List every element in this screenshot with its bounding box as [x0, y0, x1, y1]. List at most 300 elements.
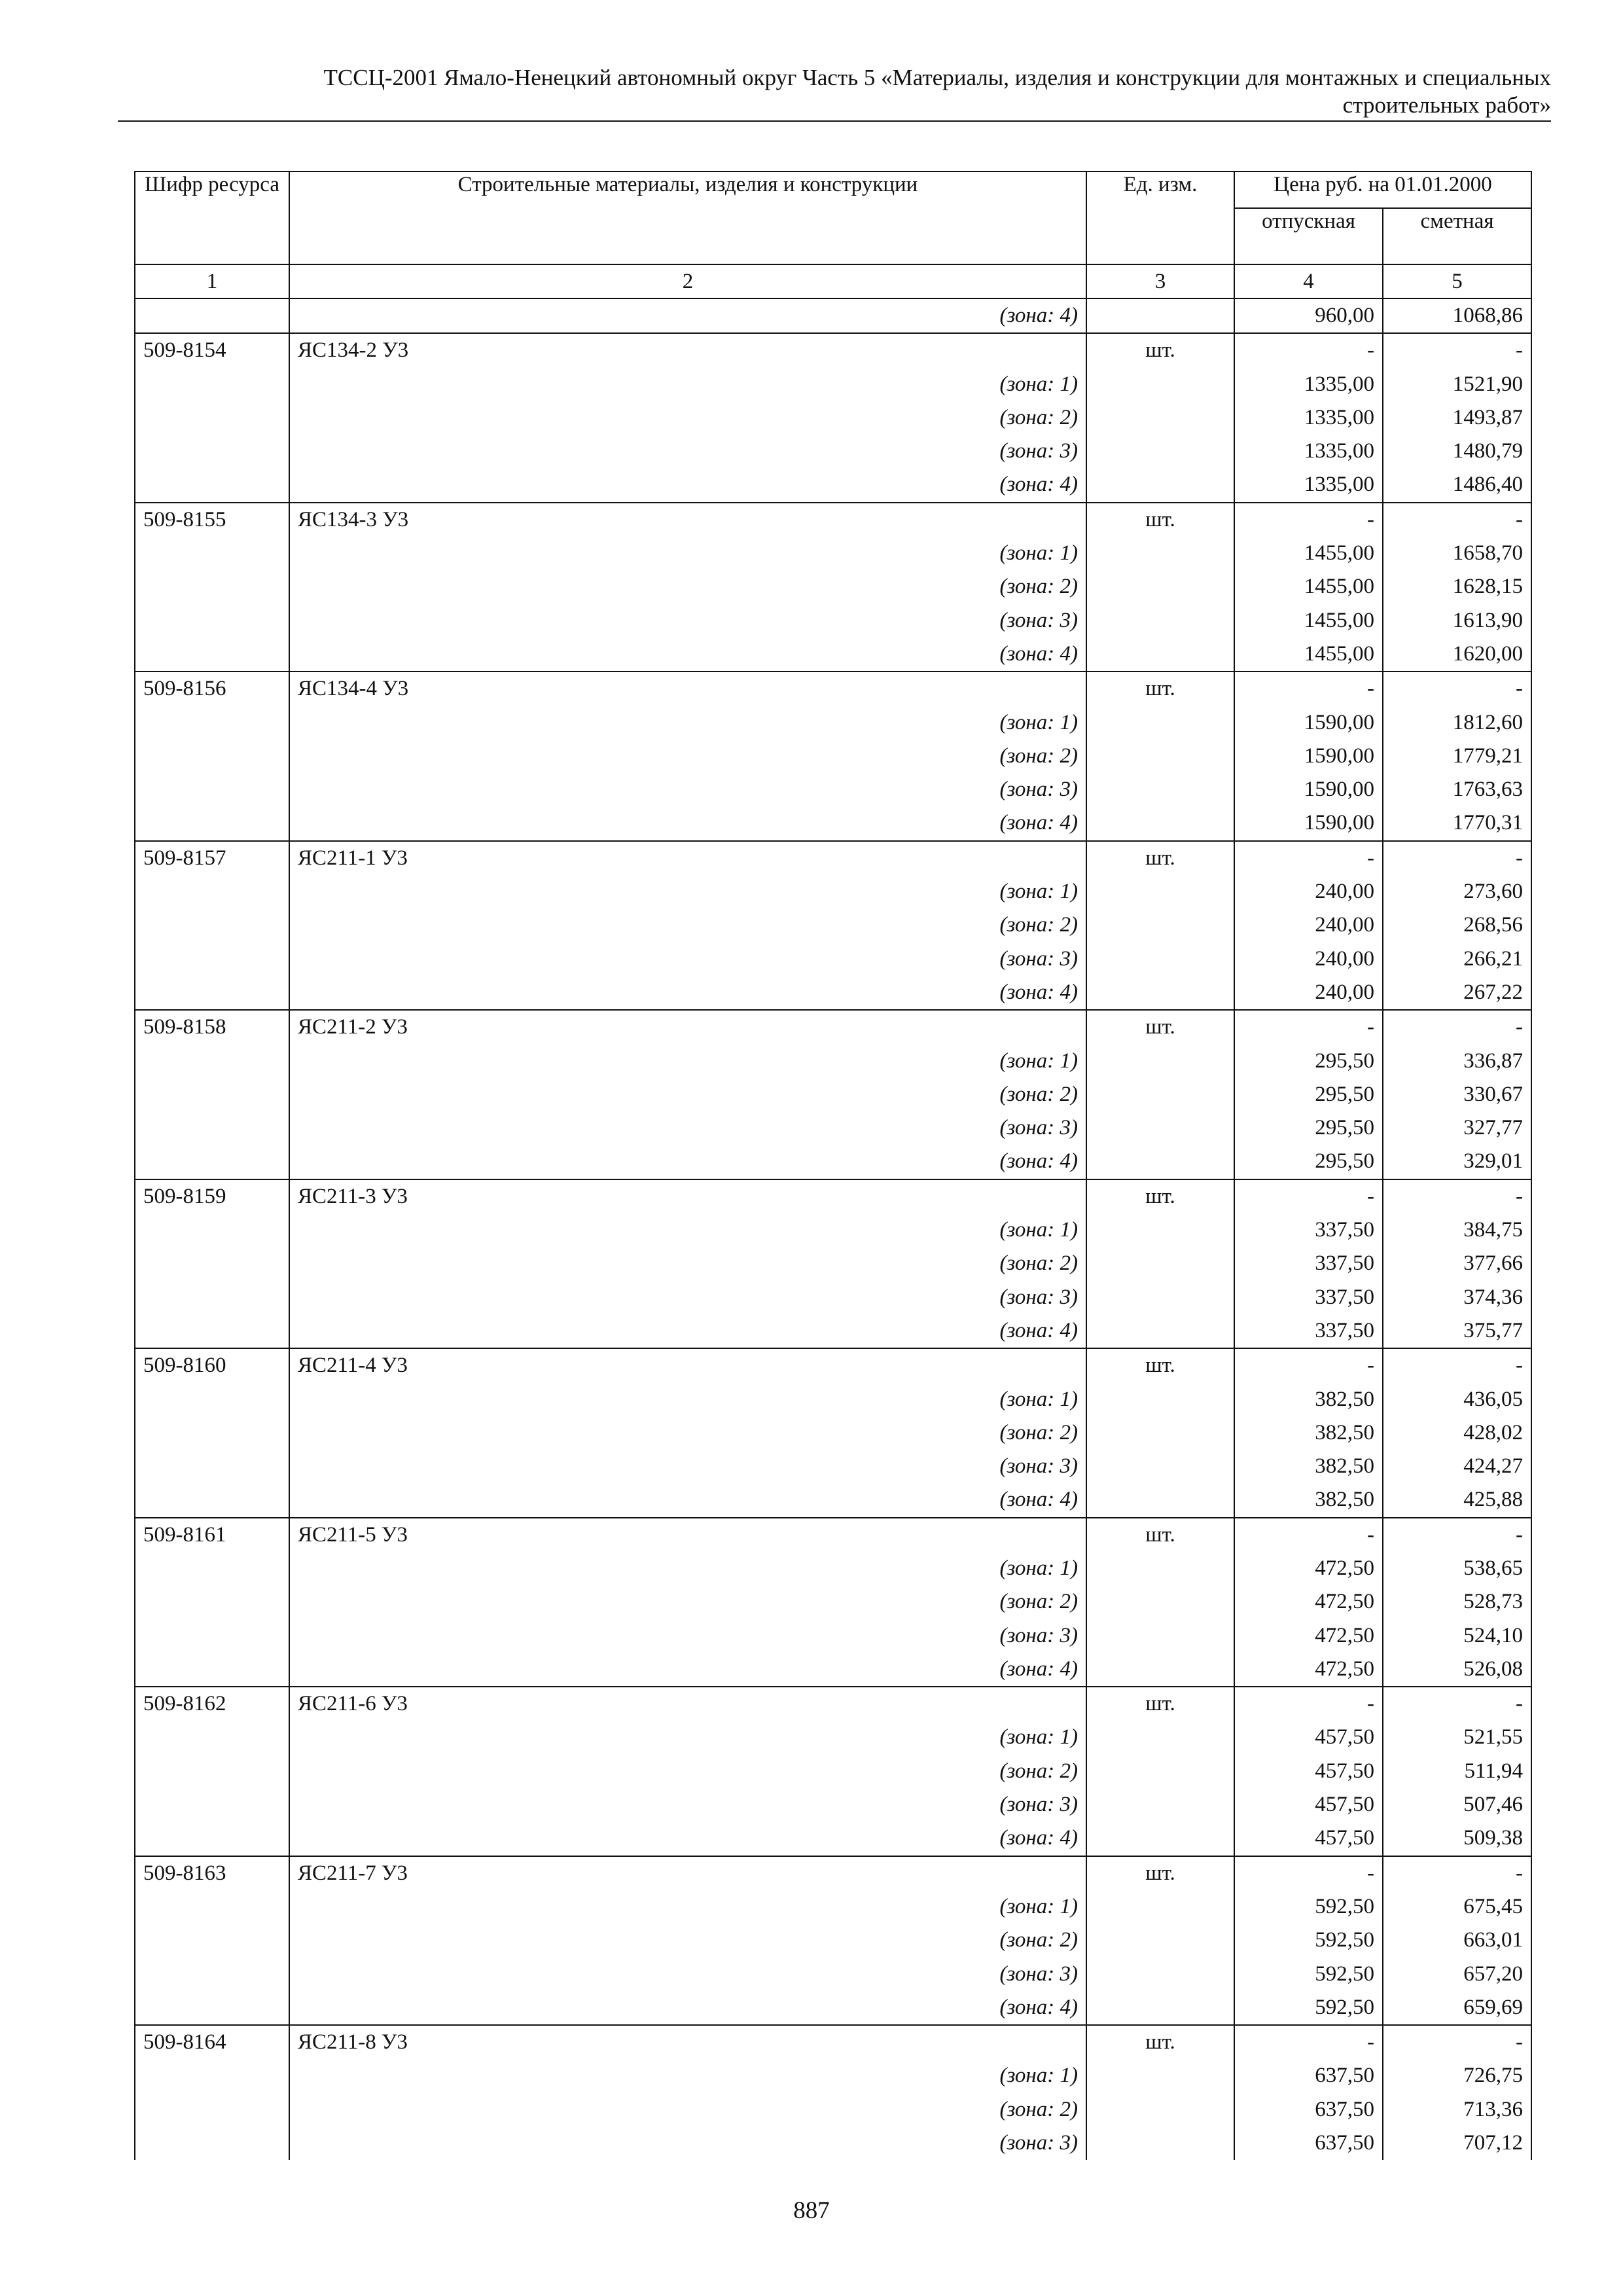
zone-row — [135, 740, 1531, 773]
resource-code — [135, 1483, 289, 1517]
release-price: 592,50 — [1234, 1890, 1383, 1924]
zone-label: (зона: 1) — [289, 368, 1086, 401]
estimate-price: - — [1383, 1179, 1531, 1213]
zone-label: (зона: 2) — [289, 1924, 1086, 1957]
resource-name: ЯС134-3 У3 — [289, 503, 1086, 537]
zone-label: (зона: 4) — [289, 1991, 1086, 2025]
release-price: 592,50 — [1234, 1924, 1383, 1957]
estimate-price: 1779,21 — [1383, 740, 1531, 773]
unit-cell — [1086, 1078, 1234, 1111]
unit-cell — [1086, 1145, 1234, 1179]
estimate-price: - — [1383, 1856, 1531, 1890]
table-row — [135, 1010, 1531, 1044]
zone-row — [135, 1924, 1531, 1957]
zone-row — [135, 1416, 1531, 1450]
unit-cell — [1086, 1416, 1234, 1450]
zone-row — [135, 1111, 1531, 1145]
unit-cell — [1086, 2093, 1234, 2126]
table-row — [135, 1348, 1531, 1382]
zone-label: (зона: 3) — [289, 435, 1086, 468]
release-price: 592,50 — [1234, 1958, 1383, 1991]
unit-cell — [1086, 2126, 1234, 2160]
resource-name: ЯС211-1 У3 — [289, 841, 1086, 875]
zone-label: (зона: 2) — [289, 908, 1086, 942]
zone-label: (зона: 4) — [289, 1653, 1086, 1687]
release-price: - — [1234, 333, 1383, 367]
release-price: - — [1234, 1179, 1383, 1213]
release-price: - — [1234, 1010, 1383, 1044]
estimate-price: 377,66 — [1383, 1247, 1531, 1280]
unit-cell: шт. — [1086, 333, 1234, 367]
resource-code: 509-8163 — [135, 1856, 289, 1890]
table-row — [135, 1179, 1531, 1213]
release-price: - — [1234, 1687, 1383, 1721]
resource-code — [135, 1788, 289, 1821]
release-price: 637,50 — [1234, 2093, 1383, 2126]
col-header-price: Цена руб. на 01.01.2000 — [1234, 171, 1531, 208]
resource-code — [135, 1450, 289, 1483]
estimate-price: 707,12 — [1383, 2126, 1531, 2160]
zone-row — [135, 1281, 1531, 1314]
zone-label: (зона: 3) — [289, 1619, 1086, 1653]
unit-cell — [1086, 1111, 1234, 1145]
estimate-price: 1480,79 — [1383, 435, 1531, 468]
zone-row — [135, 368, 1531, 401]
release-price: 1590,00 — [1234, 773, 1383, 806]
release-price: 295,50 — [1234, 1111, 1383, 1145]
col-number: 5 — [1383, 264, 1531, 298]
resource-code: 509-8155 — [135, 503, 289, 537]
resource-code — [135, 298, 289, 333]
unit-cell — [1086, 1788, 1234, 1821]
zone-label: (зона: 4) — [289, 637, 1086, 672]
estimate-price: 1812,60 — [1383, 706, 1531, 740]
resource-name: ЯС211-5 У3 — [289, 1518, 1086, 1552]
unit-cell — [1086, 1450, 1234, 1483]
estimate-price: 424,27 — [1383, 1450, 1531, 1483]
unit-cell — [1086, 637, 1234, 672]
release-price: 637,50 — [1234, 2059, 1383, 2092]
unit-cell — [1086, 435, 1234, 468]
release-price: 337,50 — [1234, 1281, 1383, 1314]
resource-code — [135, 1958, 289, 1991]
release-price: 1335,00 — [1234, 435, 1383, 468]
zone-row — [135, 1450, 1531, 1483]
resource-code — [135, 570, 289, 603]
zone-row — [135, 1653, 1531, 1687]
zone-row — [135, 1958, 1531, 1991]
unit-cell — [1086, 401, 1234, 435]
release-price: - — [1234, 1518, 1383, 1552]
estimate-price: - — [1383, 672, 1531, 706]
unit-cell: шт. — [1086, 1518, 1234, 1552]
release-price: 457,50 — [1234, 1788, 1383, 1821]
unit-cell: шт. — [1086, 1010, 1234, 1044]
unit-cell — [1086, 942, 1234, 976]
zone-row — [135, 806, 1531, 840]
unit-cell — [1086, 1821, 1234, 1856]
zone-label: (зона: 3) — [289, 604, 1086, 637]
unit-cell — [1086, 1721, 1234, 1754]
release-price: 295,50 — [1234, 1078, 1383, 1111]
resource-code — [135, 1653, 289, 1687]
resource-code: 509-8160 — [135, 1348, 289, 1382]
table-row — [135, 672, 1531, 706]
unit-cell — [1086, 1991, 1234, 2025]
zone-label: (зона: 4) — [289, 1821, 1086, 1856]
resource-code — [135, 875, 289, 908]
unit-cell: шт. — [1086, 1348, 1234, 1382]
zone-label: (зона: 3) — [289, 1450, 1086, 1483]
unit-cell — [1086, 1653, 1234, 1687]
release-price: 1455,00 — [1234, 604, 1383, 637]
unit-cell — [1086, 1552, 1234, 1585]
header-row — [135, 171, 1531, 208]
estimate-price: 273,60 — [1383, 875, 1531, 908]
zone-row — [135, 1619, 1531, 1653]
unit-cell — [1086, 773, 1234, 806]
resource-code — [135, 773, 289, 806]
zone-row — [135, 1314, 1531, 1348]
zone-label: (зона: 2) — [289, 1585, 1086, 1619]
release-price: 637,50 — [1234, 2126, 1383, 2160]
zone-label: (зона: 3) — [289, 1788, 1086, 1821]
zone-row — [135, 1585, 1531, 1619]
estimate-price: 509,38 — [1383, 1821, 1531, 1856]
zone-label: (зона: 2) — [289, 401, 1086, 435]
zone-label: (зона: 3) — [289, 1111, 1086, 1145]
zone-row — [135, 1821, 1531, 1856]
unit-cell — [1086, 806, 1234, 840]
zone-label: (зона: 1) — [289, 1552, 1086, 1585]
release-price: 295,50 — [1234, 1045, 1383, 1078]
table-row — [135, 1856, 1531, 1890]
resource-code — [135, 1045, 289, 1078]
resource-code — [135, 908, 289, 942]
page-number: 887 — [793, 2197, 830, 2224]
estimate-price: 425,88 — [1383, 1483, 1531, 1517]
unit-cell — [1086, 537, 1234, 570]
zone-label: (зона: 4) — [289, 1145, 1086, 1179]
estimate-price: - — [1383, 1687, 1531, 1721]
release-price: 240,00 — [1234, 875, 1383, 908]
estimate-price: 526,08 — [1383, 1653, 1531, 1687]
zone-row — [135, 435, 1531, 468]
estimate-price: 436,05 — [1383, 1383, 1531, 1416]
zone-label: (зона: 3) — [289, 773, 1086, 806]
unit-cell — [1086, 1314, 1234, 1348]
estimate-price: - — [1383, 841, 1531, 875]
zone-row — [135, 1078, 1531, 1111]
unit-cell — [1086, 1924, 1234, 1957]
estimate-price: 507,46 — [1383, 1788, 1531, 1821]
zone-label: (зона: 1) — [289, 1383, 1086, 1416]
estimate-price: 726,75 — [1383, 2059, 1531, 2092]
release-price: 1335,00 — [1234, 468, 1383, 502]
estimate-price: 1493,87 — [1383, 401, 1531, 435]
resource-name: ЯС211-3 У3 — [289, 1179, 1086, 1213]
unit-cell — [1086, 976, 1234, 1010]
estimate-price: - — [1383, 503, 1531, 537]
zone-label: (зона: 2) — [289, 1078, 1086, 1111]
resource-code — [135, 1755, 289, 1788]
resource-code — [135, 942, 289, 976]
resource-name: ЯС211-4 У3 — [289, 1348, 1086, 1382]
estimate-price: 267,22 — [1383, 976, 1531, 1010]
zone-label: (зона: 3) — [289, 1281, 1086, 1314]
unit-cell — [1086, 1483, 1234, 1517]
estimate-price: 524,10 — [1383, 1619, 1531, 1653]
zone-row — [135, 537, 1531, 570]
estimate-price: 663,01 — [1383, 1924, 1531, 1957]
zone-label: (зона: 1) — [289, 706, 1086, 740]
estimate-price: 330,67 — [1383, 1078, 1531, 1111]
col-number: 3 — [1086, 264, 1234, 298]
release-price: 337,50 — [1234, 1213, 1383, 1247]
unit-cell — [1086, 1755, 1234, 1788]
resource-name: ЯС211-2 У3 — [289, 1010, 1086, 1044]
release-price: 457,50 — [1234, 1821, 1383, 1856]
release-price: 295,50 — [1234, 1145, 1383, 1179]
resource-code — [135, 1111, 289, 1145]
unit-cell: шт. — [1086, 841, 1234, 875]
price-table — [134, 171, 1532, 2160]
zone-label: (зона: 1) — [289, 1045, 1086, 1078]
resource-code: 509-8159 — [135, 1179, 289, 1213]
zone-row — [135, 1552, 1531, 1585]
resource-code — [135, 1585, 289, 1619]
table-row — [135, 1687, 1531, 1721]
resource-code — [135, 468, 289, 502]
release-price: - — [1234, 672, 1383, 706]
zone-label: (зона: 4) — [289, 1483, 1086, 1517]
col-number: 4 — [1234, 264, 1383, 298]
resource-name: ЯС211-8 У3 — [289, 2025, 1086, 2059]
zone-label: (зона: 1) — [289, 875, 1086, 908]
zone-row — [135, 1145, 1531, 1179]
unit-cell — [1086, 875, 1234, 908]
estimate-price: - — [1383, 333, 1531, 367]
estimate-price: 1658,70 — [1383, 537, 1531, 570]
estimate-price: 1486,40 — [1383, 468, 1531, 502]
unit-cell — [1086, 2059, 1234, 2092]
resource-code — [135, 2093, 289, 2126]
resource-code — [135, 637, 289, 672]
estimate-price: 1068,86 — [1383, 298, 1531, 333]
estimate-price: 266,21 — [1383, 942, 1531, 976]
release-price: 382,50 — [1234, 1483, 1383, 1517]
col-number: 1 — [135, 264, 289, 298]
estimate-price: - — [1383, 1348, 1531, 1382]
estimate-price: 521,55 — [1383, 1721, 1531, 1754]
header-divider — [118, 120, 1551, 122]
resource-name: ЯС134-2 У3 — [289, 333, 1086, 367]
zone-row — [135, 976, 1531, 1010]
unit-cell: шт. — [1086, 2025, 1234, 2059]
release-price: 240,00 — [1234, 908, 1383, 942]
zone-label: (зона: 1) — [289, 1213, 1086, 1247]
resource-code: 509-8164 — [135, 2025, 289, 2059]
zone-row — [135, 1890, 1531, 1924]
zone-label: (зона: 2) — [289, 570, 1086, 603]
zone-row — [135, 637, 1531, 672]
zone-label: (зона: 1) — [289, 1721, 1086, 1754]
resource-code: 509-8154 — [135, 333, 289, 367]
zone-row — [135, 1991, 1531, 2025]
resource-code — [135, 1721, 289, 1754]
resource-code — [135, 1281, 289, 1314]
estimate-price: 428,02 — [1383, 1416, 1531, 1450]
zone-row — [135, 1247, 1531, 1280]
unit-cell — [1086, 468, 1234, 502]
zone-label: (зона: 4) — [289, 298, 1086, 333]
estimate-price: 659,69 — [1383, 1991, 1531, 2025]
unit-cell — [1086, 1619, 1234, 1653]
estimate-price: 1763,63 — [1383, 773, 1531, 806]
unit-cell — [1086, 1213, 1234, 1247]
resource-code: 509-8162 — [135, 1687, 289, 1721]
release-price: 457,50 — [1234, 1721, 1383, 1754]
estimate-price: 1620,00 — [1383, 637, 1531, 672]
zone-row — [135, 875, 1531, 908]
release-price: 472,50 — [1234, 1619, 1383, 1653]
zone-row — [135, 604, 1531, 637]
release-price: 457,50 — [1234, 1755, 1383, 1788]
zone-label: (зона: 2) — [289, 740, 1086, 773]
zone-label: (зона: 1) — [289, 537, 1086, 570]
unit-cell: шт. — [1086, 1856, 1234, 1890]
estimate-price: 713,36 — [1383, 2093, 1531, 2126]
release-price: 472,50 — [1234, 1552, 1383, 1585]
col-header-estimate: сметная — [1383, 208, 1531, 264]
unit-cell: шт. — [1086, 503, 1234, 537]
zone-label: (зона: 2) — [289, 1416, 1086, 1450]
release-price: - — [1234, 503, 1383, 537]
resource-code — [135, 1821, 289, 1856]
resource-code — [135, 1552, 289, 1585]
zone-label: (зона: 4) — [289, 806, 1086, 840]
resource-code: 509-8157 — [135, 841, 289, 875]
resource-code — [135, 1383, 289, 1416]
zone-row — [135, 1483, 1531, 1517]
header-line-1: ТССЦ-2001 Ямало-Ненецкий автономный округ Часть 5 «Материалы, изделия и конструкции для монтажных и специальных — [323, 65, 1551, 90]
resource-code: 509-8158 — [135, 1010, 289, 1044]
resource-code — [135, 2059, 289, 2092]
resource-code — [135, 1991, 289, 2025]
zone-row — [135, 908, 1531, 942]
release-price: 382,50 — [1234, 1383, 1383, 1416]
unit-cell: шт. — [1086, 1179, 1234, 1213]
unit-cell — [1086, 908, 1234, 942]
resource-code — [135, 1416, 289, 1450]
unit-cell: шт. — [1086, 1687, 1234, 1721]
resource-name: ЯС211-7 У3 — [289, 1856, 1086, 1890]
resource-code — [135, 1890, 289, 1924]
zone-row — [135, 773, 1531, 806]
unit-cell — [1086, 706, 1234, 740]
release-price: 472,50 — [1234, 1653, 1383, 1687]
estimate-price: 1613,90 — [1383, 604, 1531, 637]
zone-label: (зона: 3) — [289, 942, 1086, 976]
estimate-price: 538,65 — [1383, 1552, 1531, 1585]
estimate-price: 384,75 — [1383, 1213, 1531, 1247]
release-price: 1455,00 — [1234, 537, 1383, 570]
unit-cell — [1086, 1958, 1234, 1991]
resource-code — [135, 976, 289, 1010]
zone-label: (зона: 2) — [289, 1755, 1086, 1788]
resource-code — [135, 604, 289, 637]
zone-row — [135, 1045, 1531, 1078]
estimate-price: - — [1383, 1518, 1531, 1552]
estimate-price: 327,77 — [1383, 1111, 1531, 1145]
release-price: 1335,00 — [1234, 401, 1383, 435]
estimate-price: 329,01 — [1383, 1145, 1531, 1179]
release-price: 592,50 — [1234, 1991, 1383, 2025]
release-price: - — [1234, 1348, 1383, 1382]
unit-cell: шт. — [1086, 672, 1234, 706]
page-header — [118, 64, 1551, 119]
col-header-name: Строительные материалы, изделия и конструкции — [289, 171, 1086, 264]
zone-row — [135, 1383, 1531, 1416]
column-number-row — [135, 264, 1531, 298]
release-price: 337,50 — [1234, 1314, 1383, 1348]
estimate-price: 528,73 — [1383, 1585, 1531, 1619]
zone-label: (зона: 4) — [289, 976, 1086, 1010]
col-number: 2 — [289, 264, 1086, 298]
resource-code — [135, 1145, 289, 1179]
release-price: - — [1234, 841, 1383, 875]
zone-label: (зона: 1) — [289, 2059, 1086, 2092]
release-price: 382,50 — [1234, 1416, 1383, 1450]
table-row — [135, 503, 1531, 537]
resource-code — [135, 806, 289, 840]
zone-row — [135, 2059, 1531, 2092]
table-row — [135, 841, 1531, 875]
unit-cell — [1086, 1585, 1234, 1619]
estimate-price: 268,56 — [1383, 908, 1531, 942]
table-row — [135, 1518, 1531, 1552]
col-header-code: Шифр ресурса — [135, 171, 289, 264]
continued-row — [135, 298, 1531, 333]
zone-label: (зона: 3) — [289, 1958, 1086, 1991]
col-header-unit: Ед. изм. — [1086, 171, 1234, 264]
unit-cell — [1086, 740, 1234, 773]
resource-code — [135, 1213, 289, 1247]
zone-row — [135, 1213, 1531, 1247]
release-price: - — [1234, 2025, 1383, 2059]
resource-code — [135, 1314, 289, 1348]
zone-row — [135, 1788, 1531, 1821]
resource-code — [135, 1247, 289, 1280]
resource-code — [135, 1924, 289, 1957]
release-price: 472,50 — [1234, 1585, 1383, 1619]
resource-code: 509-8161 — [135, 1518, 289, 1552]
estimate-price: 1770,31 — [1383, 806, 1531, 840]
resource-code — [135, 368, 289, 401]
release-price: 1455,00 — [1234, 637, 1383, 672]
resource-code: 509-8156 — [135, 672, 289, 706]
resource-code — [135, 537, 289, 570]
unit-cell — [1086, 1383, 1234, 1416]
release-price: 1455,00 — [1234, 570, 1383, 603]
estimate-price: 1521,90 — [1383, 368, 1531, 401]
release-price: 1590,00 — [1234, 806, 1383, 840]
estimate-price: 657,20 — [1383, 1958, 1531, 1991]
table-row — [135, 333, 1531, 367]
zone-label: (зона: 2) — [289, 2093, 1086, 2126]
resource-name: ЯС211-6 У3 — [289, 1687, 1086, 1721]
zone-label: (зона: 2) — [289, 1247, 1086, 1280]
